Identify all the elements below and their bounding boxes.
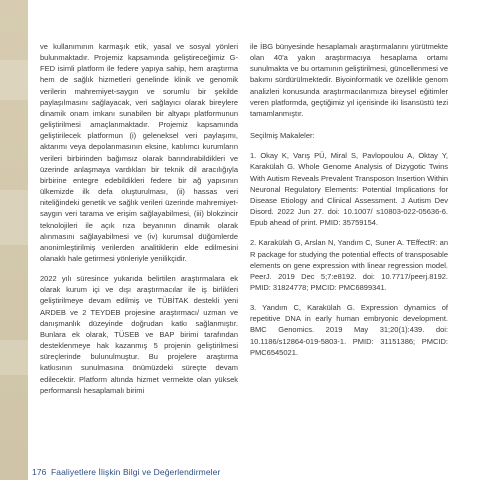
left-text-column xyxy=(40,41,238,396)
body-paragraph: ve kullanımının karmaşık etik, yasal ve sosyal yönleri bulunmaktadır. Projemiz kapsamında geliştireceğimiz G-FED isimli platform ile federe yapıya sahip, hem araştırma hem de sağlık hizmetleri genelinde klinik ve genomik verilerin mahremiyet-saygın ve sorumlu bir şekilde paylaşılmasını sağlayacak, veri sağlayıcı olarak bireylere dinamik onam imkanı sunabilen bir altyapı platformunun geliştirilmesi amaçlanmaktadır. Projemiz kapsamında geliştirilecek platformun (i) geleneksel veri paylaşımı, aktarımı veya depolanmasının eksine, katılımcı kurumların verileri birbirinden bağımsız olarak barındırabildikleri ve üzerinde anlaşmaya vardıkları bir teknik dil aracılığıyla birbirine entegre edebildikleri federe bir ağ yapısının ülkemizde ilk defa oluşturulması, (ii) hassas veri niteliğindeki genetik ve sağlık verileri üzerinde mahremiyet-saygın veri tarama ve erişim sağlayabilmesi, (iii) blokzincir teknolojileri ile açık rıza beyanının dinamik olarak alınmasını sağlayabilmesi ve (iv) kurumsal düğümlerde anonimleştirilmiş verilerden analitiklerin elde edilmesini olanaklı hale getirmesi yönleriyle yenilikçidir. xyxy=(40,42,238,263)
body-paragraph: 2022 yılı süresince yukarıda belirtilen araştırmalara ek olarak kurum içi ve dışı araştırmacılar ile iş birlikleri geliştirilmeye devam edilmiş ve TÜBİTAK destekli yeni ARDEB ve 2 TEYDEB projesine araştırmacı/ uzman ve danışmanlık düzeyinde doğrudan katkı sağlanmıştır. Bunlara ek olarak, TÜSEB ve BAP birimi tarafından desteklenmeye hak kazanmış 5 projenin geliştirilmesi süreçlerinde bulunulmuştur. Bu projelere araştırma katkısının sunulmasına önümüzdeki süreçte devam edilecektir. Platform altında hizmet vermekte olan yüksek performanslı hesaplamalı birimi xyxy=(40,274,238,395)
reference-item: 2. Karakülah G, Arslan N, Yandım C, Suner A. TEffectR: an R package for studying the potential effects of transposable elements on gene expression with linear regression model. PeerJ. 2019 Dec 5;7:e8192. doi: 10.7717/peerj.8192. PMID: 31824778; PMCID: PMC6899341. xyxy=(250,238,448,292)
page-number: 176 xyxy=(32,467,47,477)
page-footer xyxy=(32,467,220,477)
right-text-column xyxy=(250,41,448,358)
reference-item: 3. Yandım C, Karakülah G. Expression dynamics of repetitive DNA in early human embryonic development. BMC Genomics. 2019 May 31;20(1):439. doi: 10.1186/s12864-019-5803-1. PMID: 31151386; PMCID: PMC6545021. xyxy=(250,303,448,357)
footer-title: Faaliyetlere İlişkin Bilgi ve Değerlendirmeler xyxy=(50,467,221,477)
reference-item: 1. Okay K, Varış PÜ, Miral S, Pavlopoulou A, Oktay Y, Karakülah G. Whole Genome Analysis of Dizygotic Twins With Autism Reveals Prevalent Transposon Insertion Within Neuronal Regulatory Elements: Potential Implications for Disease Etiology and Clinical Assessment. J Autism Dev Disord. 2022 Jun 27. doi: 10.1007/ s10803-022-05636-6. Epub ahead of print. PMID: 35759154. xyxy=(250,151,448,228)
ribbon-band xyxy=(0,340,28,375)
ribbon-band xyxy=(0,60,28,100)
decorative-side-ribbon xyxy=(0,0,28,480)
ribbon-band xyxy=(0,190,28,245)
body-paragraph: ile İBG bünyesinde hesaplamalı araştırmalarını yürütmekte olan 40'a yakın araştırmacıya hesaplama ortamı sunulmakta ve bu ortamının geliştirilmesi, güncellenmesi ve bakımı sürdürülmektedir. Biyoinformatik ve özellikle genom analizleri konusunda araştırmacılarımıza bireysel eğitimler veren platformda, geçtiğimiz yıl içerisinde iki lisansüstü tezi tamamlanmıştır. xyxy=(250,42,448,118)
selected-articles-heading: Seçilmiş Makaleler: xyxy=(250,131,315,141)
